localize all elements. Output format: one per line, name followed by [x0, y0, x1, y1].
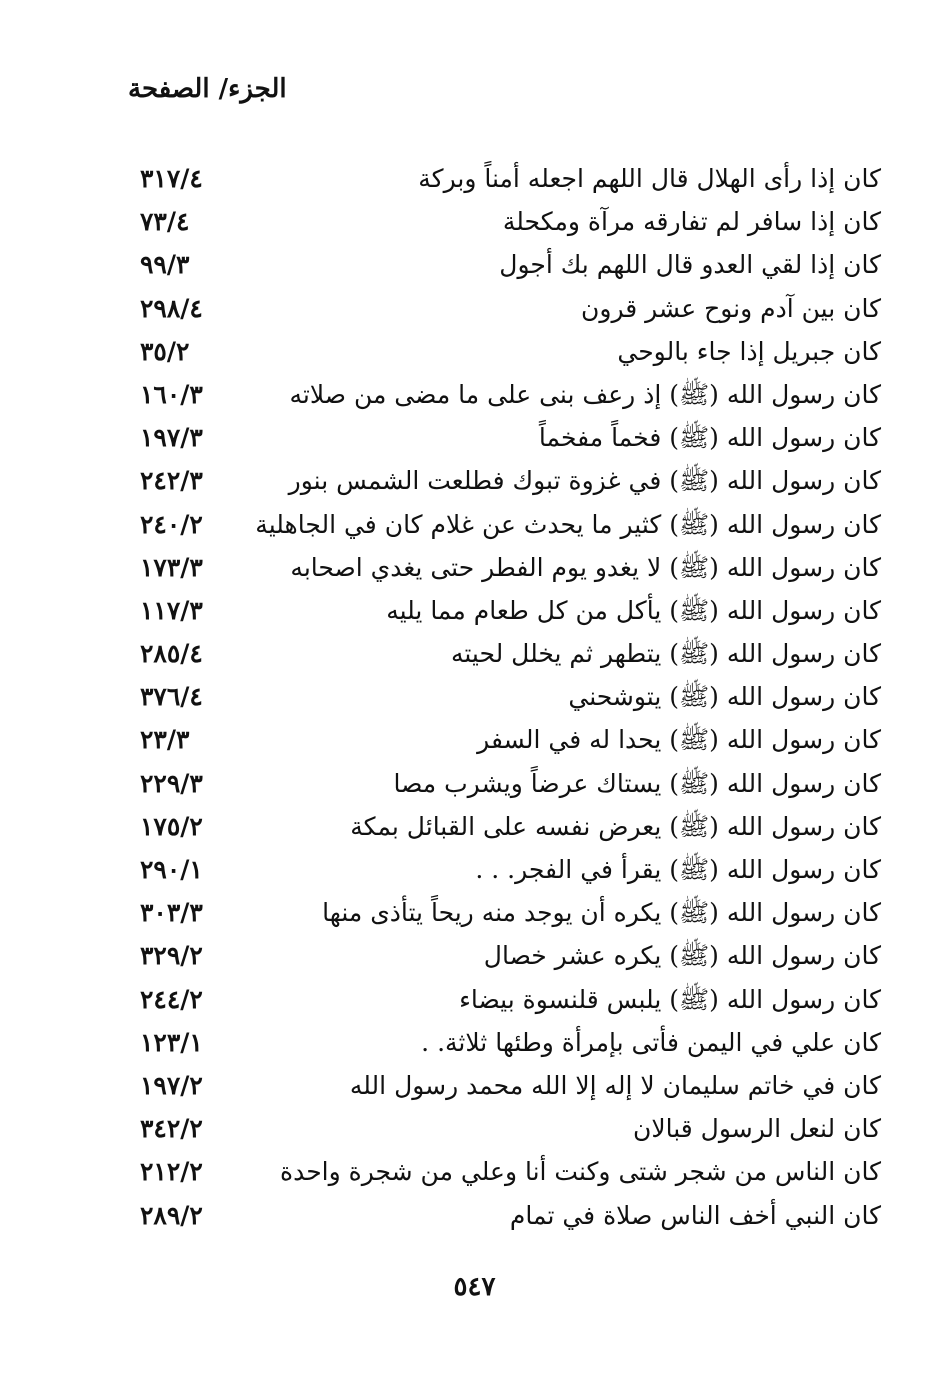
index-entry — [0, 590, 949, 633]
hadith-index-list — [0, 158, 949, 1238]
entry-phrase: كان رسول الله (ﷺ) يستاك عرضاً ويشرب مصا — [393, 768, 881, 798]
index-entry — [0, 892, 949, 935]
entry-phrase: كان رسول الله (ﷺ) فخماً مفخماً — [538, 423, 881, 453]
entry-reference: ١٧٣/٣ — [140, 552, 203, 582]
index-entry — [0, 158, 949, 201]
entry-reference: ٢٩٨/٤ — [140, 293, 203, 323]
index-entry — [0, 1195, 949, 1238]
page-number: ٥٤٧ — [453, 1272, 496, 1302]
entry-phrase: كان رسول الله (ﷺ) يكره عشر خصال — [483, 941, 881, 971]
entry-reference: ٣٤٢/٢ — [140, 1114, 203, 1144]
entry-phrase: كان رسول الله (ﷺ) يأكل من كل طعام مما يليه — [386, 595, 881, 625]
index-entry — [0, 547, 949, 590]
entry-phrase: كان في خاتم سليمان لا إله إلا الله محمد رسول الله — [349, 1070, 881, 1100]
entry-phrase: كان بين آدم ونوح عشر قرون — [581, 293, 881, 323]
entry-phrase: كان رسول الله (ﷺ) يحدا له في السفر — [477, 725, 881, 755]
entry-reference: ٢٨٩/٢ — [140, 1200, 203, 1230]
entry-reference: ١٩٧/٢ — [140, 1070, 203, 1100]
entry-reference: ٣٧٦/٤ — [140, 682, 203, 712]
entry-phrase: كان إذا سافر لم تفارقه مرآة ومكحلة — [502, 207, 881, 237]
entry-phrase: كان إذا لقي العدو قال اللهم بك أجول — [499, 250, 881, 280]
entry-reference: ٢١٢/٢ — [140, 1157, 203, 1187]
entry-phrase: كان رسول الله (ﷺ) لا يغدو يوم الفطر حتى يغدي اصحابه — [290, 552, 881, 582]
entry-phrase: كان رسول الله (ﷺ) يلبس قلنسوة بيضاء — [459, 984, 881, 1014]
index-entry — [0, 201, 949, 244]
entry-phrase: كان النبي أخف الناس صلاة في تمام — [509, 1200, 881, 1230]
index-entry — [0, 633, 949, 676]
entry-reference: ٢٣/٣ — [140, 725, 190, 755]
index-entry — [0, 417, 949, 460]
entry-phrase: كان رسول الله (ﷺ) يتوشحني — [568, 682, 881, 712]
entry-reference: ١٧٥/٢ — [140, 811, 203, 841]
entry-reference: ٢٩٠/١ — [140, 855, 203, 884]
index-entry — [0, 719, 949, 762]
index-entry — [0, 806, 949, 849]
entry-reference: ٣٢٩/٢ — [140, 941, 203, 971]
index-entry — [0, 244, 949, 287]
index-entry — [0, 331, 949, 374]
entry-phrase: كان لنعل الرسول قبالان — [633, 1114, 881, 1144]
index-entry — [0, 1065, 949, 1108]
index-entry — [0, 1022, 949, 1065]
entry-phrase: كان إذا رأى الهلال قال اللهم اجعله أمناً وبركة — [418, 164, 881, 193]
entry-reference: ٢٨٥/٤ — [140, 639, 203, 669]
entry-reference: ١٦٠/٣ — [140, 379, 203, 409]
entry-phrase: كان رسول الله (ﷺ) في غزوة تبوك فطلعت الشمس بنور — [288, 466, 881, 496]
index-entry — [0, 1151, 949, 1194]
entry-phrase: كان رسول الله (ﷺ) يتطهر ثم يخلل لحيته — [450, 639, 881, 669]
entry-reference: ١١٧/٣ — [140, 595, 203, 625]
entry-reference: ٢٢٩/٣ — [140, 768, 203, 798]
entry-reference: ٣٠٣/٣ — [140, 898, 203, 928]
entry-phrase: كان رسول الله (ﷺ) يقرأ في الفجر. . . — [475, 855, 881, 884]
entry-phrase: كان رسول الله (ﷺ) كثير ما يحدث عن غلام كان في الجاهلية — [255, 509, 881, 539]
entry-reference: ٣١٧/٤ — [140, 164, 203, 193]
entry-phrase: كان الناس من شجر شتى وكنت أنا وعلي من شجرة واحدة — [279, 1157, 881, 1187]
index-entry — [0, 849, 949, 892]
index-entry — [0, 676, 949, 719]
entry-reference: ٧٣/٤ — [140, 207, 190, 237]
index-entry — [0, 374, 949, 417]
entry-phrase: كان رسول الله (ﷺ) يكره أن يوجد منه ريحاً يتأذى منها — [322, 898, 881, 928]
entry-phrase: كان جبريل إذا جاء بالوحي — [617, 336, 881, 366]
index-entry — [0, 288, 949, 331]
entry-phrase: كان رسول الله (ﷺ) إذ رعف بنى على ما مضى من صلاته — [289, 379, 881, 409]
column-header: الجزء/ الصفحة — [128, 74, 287, 104]
index-entry — [0, 504, 949, 547]
index-entry — [0, 460, 949, 503]
entry-reference: ١٩٧/٣ — [140, 423, 203, 453]
entry-phrase: كان رسول الله (ﷺ) يعرض نفسه على القبائل بمكة — [350, 811, 881, 841]
entry-reference: ٢٤٢/٣ — [140, 466, 203, 496]
entry-reference: ٢٤٠/٢ — [140, 509, 203, 539]
index-entry — [0, 763, 949, 806]
entry-reference: ٣٥/٢ — [140, 336, 190, 366]
entry-reference: ٢٤٤/٢ — [140, 984, 203, 1014]
entry-reference: ١٢٣/١ — [140, 1027, 203, 1057]
entry-phrase: كان علي في اليمن فأتى بإمرأة وطئها ثلاثة. . — [421, 1027, 881, 1057]
index-entry — [0, 935, 949, 978]
entry-reference: ٩٩/٣ — [140, 250, 190, 280]
index-entry — [0, 979, 949, 1022]
index-entry — [0, 1108, 949, 1151]
